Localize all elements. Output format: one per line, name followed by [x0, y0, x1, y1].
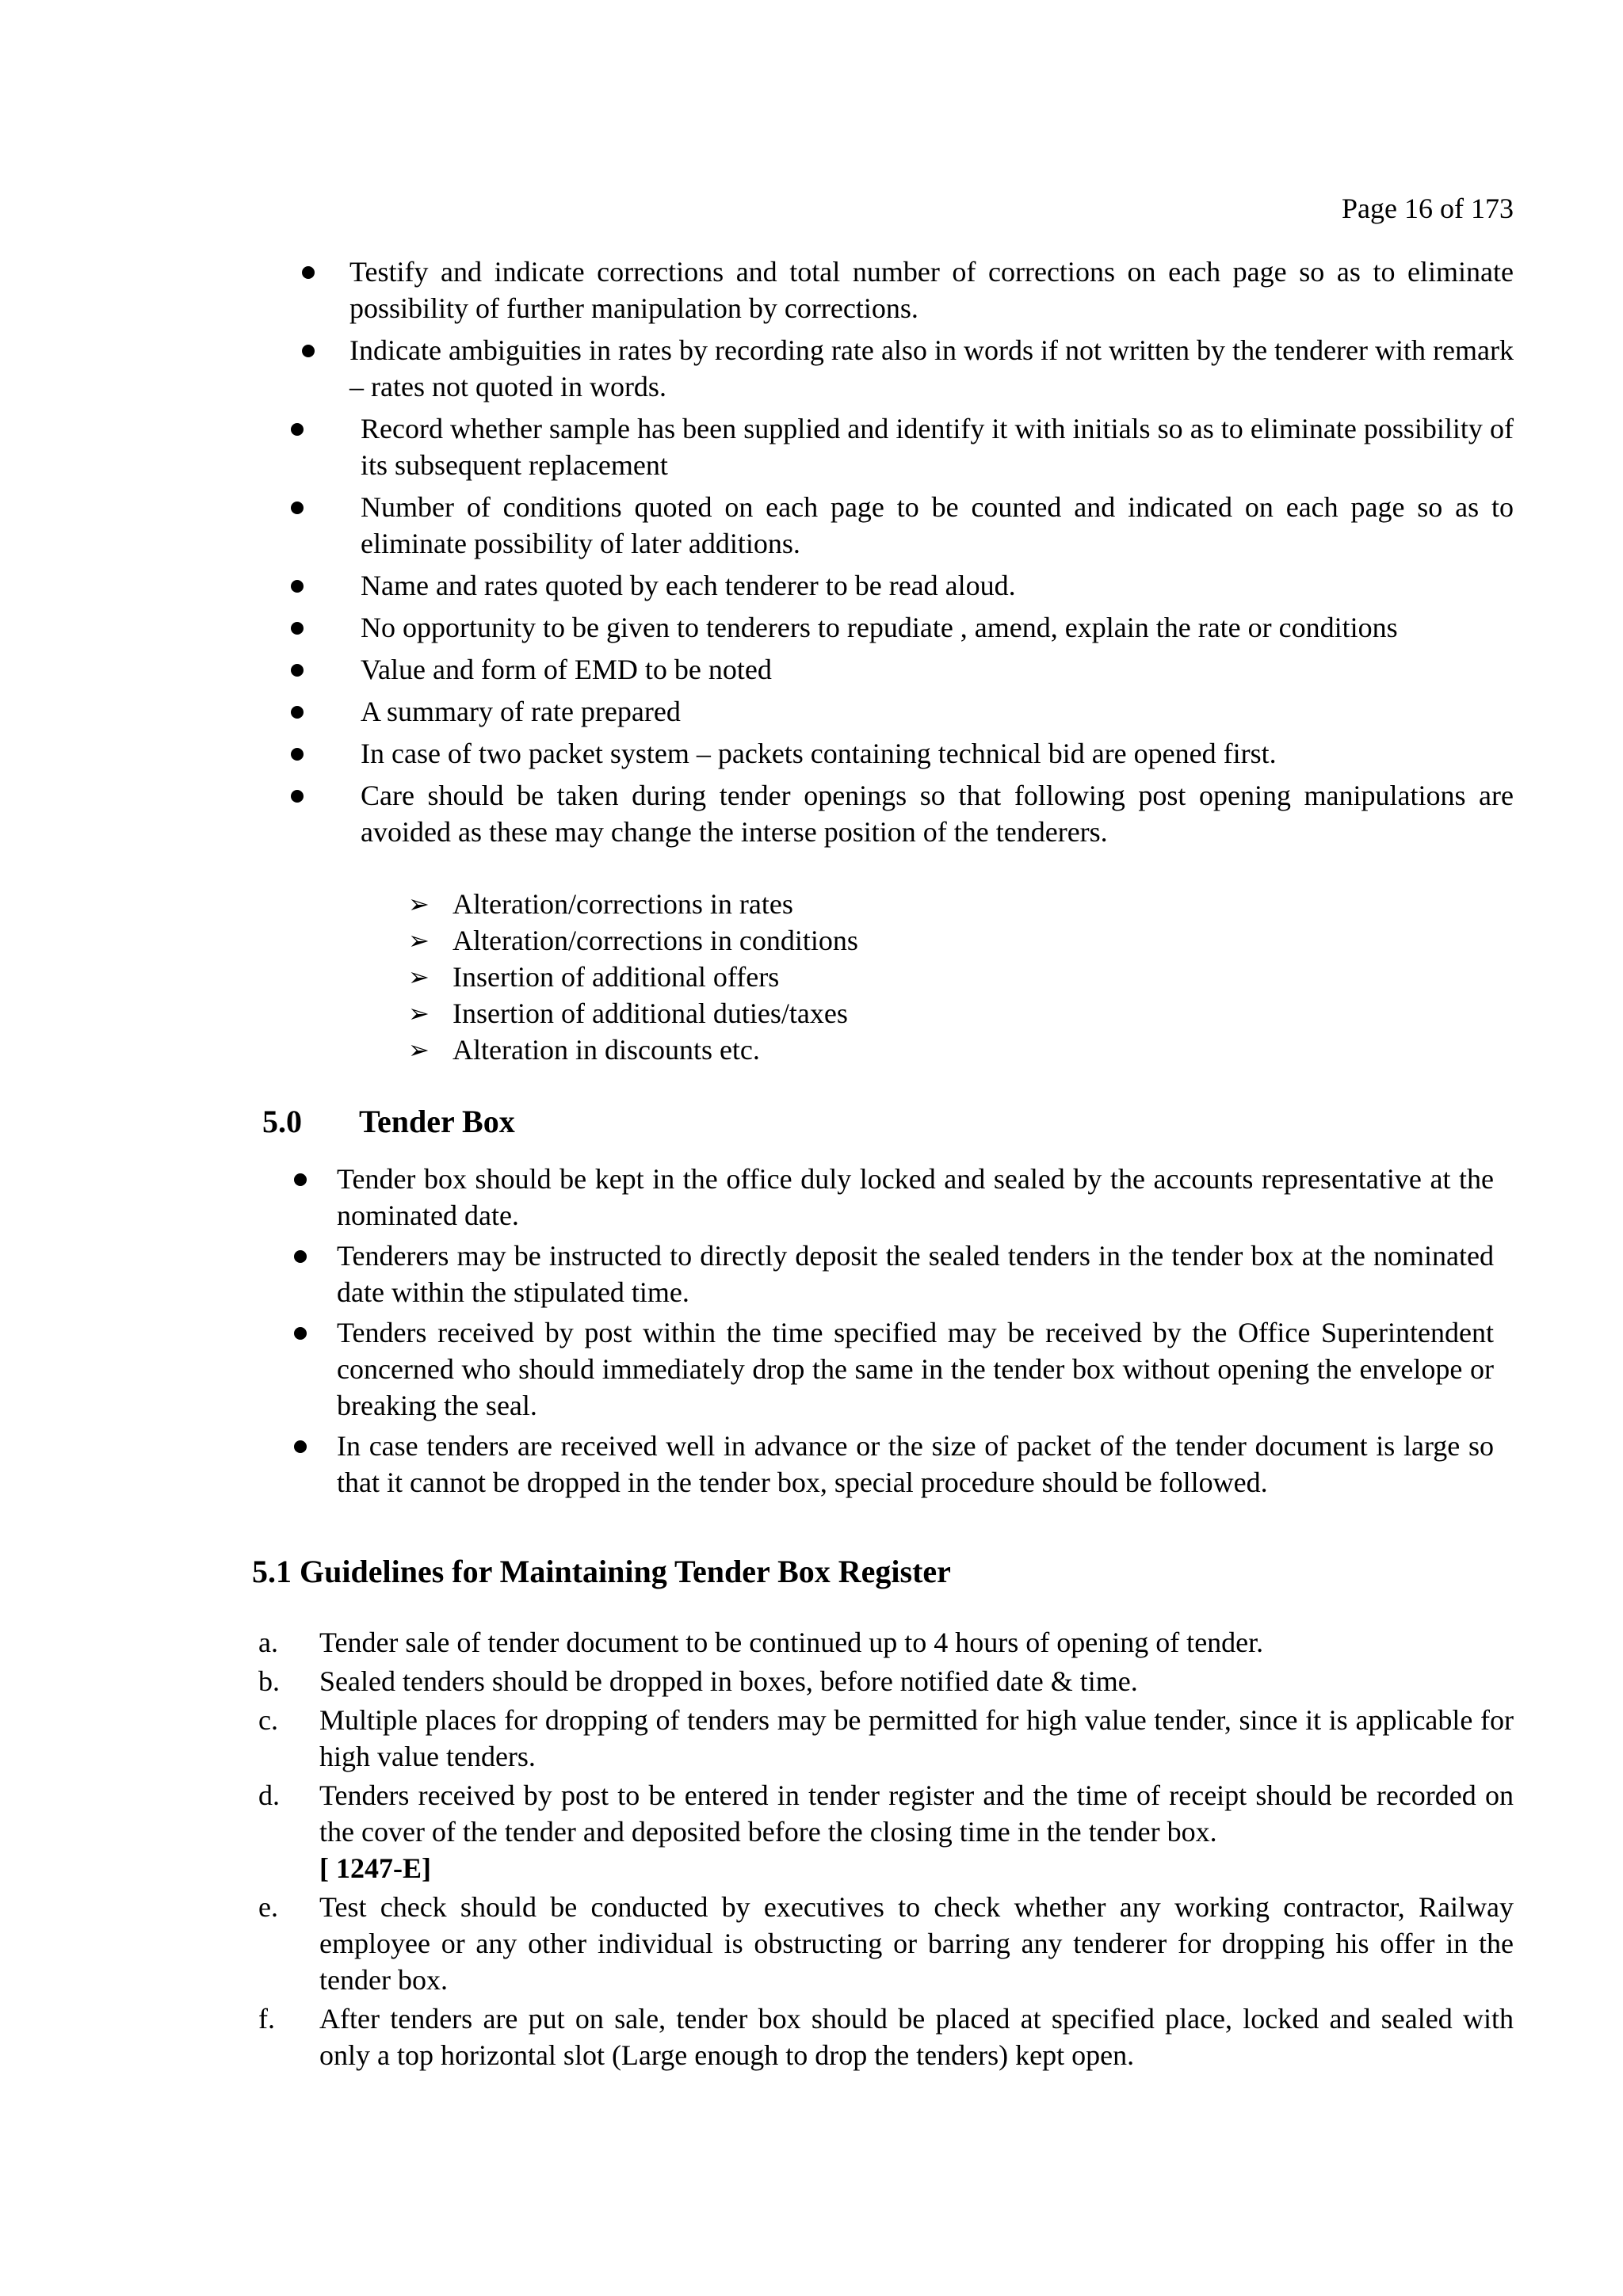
bullet-icon [291, 748, 304, 761]
item-letter: c. [258, 1704, 278, 1736]
sub-list-item-text: Insertion of additional offers [453, 961, 780, 993]
bullet-icon [291, 664, 304, 677]
guidelines-list [258, 1624, 1514, 2076]
list-item-text: Name and rates quoted by each tenderer to be read aloud. [361, 570, 1016, 601]
list-item [349, 254, 1514, 326]
arrow-bullet-icon: ➢ [408, 1035, 430, 1065]
list-item-text: In case of two packet system – packets containing technical bid are opened first. [361, 738, 1277, 769]
list-item [349, 567, 1514, 604]
bullet-icon [291, 622, 304, 635]
tender-opening-list [349, 254, 1514, 856]
arrow-bullet-icon: ➢ [408, 998, 430, 1028]
tender-box-list [337, 1161, 1494, 1505]
guideline-text: Multiple places for dropping of tenders may be permitted for high value tender, since it is applicable for high value tenders. [319, 1704, 1514, 1772]
list-item-text: Care should be taken during tender openings so that following post opening manipulations are avoided as these may change the interse position of the tenderers. [361, 780, 1514, 848]
bullet-icon [302, 345, 315, 357]
list-item-text: Number of conditions quoted on each page to be counted and indicated on each page so as to eliminate possibility of later additions. [361, 491, 1514, 559]
list-item-text: A summary of rate prepared [361, 696, 681, 727]
section-heading-tender-box [262, 1103, 515, 1140]
guideline-text: Tenders received by post to be entered in tender register and the time of receipt should be recorded on the cover of the tender and deposited before the closing time in the tender box. [319, 1779, 1514, 1848]
bullet-icon [291, 790, 304, 803]
list-item [349, 410, 1514, 483]
section-number: 5.0 [262, 1104, 302, 1139]
sub-list-item-text: Insertion of additional duties/taxes [453, 997, 848, 1029]
guideline-item [258, 2000, 1514, 2073]
list-item [349, 693, 1514, 730]
arrow-bullet-icon: ➢ [408, 925, 430, 955]
item-letter: d. [258, 1779, 280, 1811]
bullet-icon [294, 1250, 307, 1263]
list-item-text: No opportunity to be given to tenderers to repudiate , amend, explain the rate or conditions [361, 612, 1398, 643]
sub-list-item-text: Alteration in discounts etc. [453, 1034, 760, 1066]
sub-list-item-text: Alteration/corrections in rates [453, 888, 793, 920]
bullet-icon [291, 423, 304, 436]
bullet-icon [291, 502, 304, 514]
sub-list-item [408, 922, 1483, 959]
sub-list-item-text: Alteration/corrections in conditions [453, 925, 858, 956]
list-item-text: Tender box should be kept in the office duly locked and sealed by the accounts representative at the nominated date. [337, 1163, 1494, 1231]
list-item [349, 651, 1514, 688]
guideline-text: Test check should be conducted by executives to check whether any working contractor, Railway employee or any other individual is obstructing or barring any tenderer for dropping his offer in the tender box. [319, 1891, 1514, 1996]
guideline-item [258, 1663, 1514, 1699]
sub-list-item [408, 959, 1483, 995]
bullet-icon [291, 706, 304, 719]
item-letter: a. [258, 1627, 278, 1658]
list-item [349, 489, 1514, 562]
guideline-text: Sealed tenders should be dropped in boxes, before notified date & time. [319, 1665, 1138, 1697]
guideline-text: After tenders are put on sale, tender box should be placed at specified place, locked and sealed with only a top horizontal slot (Large enough to drop the tenders) kept open. [319, 2003, 1514, 2071]
list-item-text: Tenders received by post within the time specified may be received by the Office Superintendent concerned who should immediately drop the same in the tender box without opening the envelope or breaking the seal. [337, 1317, 1494, 1421]
item-letter: b. [258, 1665, 280, 1697]
list-item [337, 1161, 1494, 1234]
list-item-text: Record whether sample has been supplied and identify it with initials so as to eliminate possibility of its subsequent replacement [361, 413, 1514, 481]
bullet-icon [291, 580, 304, 593]
guideline-item [258, 1624, 1514, 1661]
bullet-icon [294, 1327, 307, 1340]
list-item [349, 735, 1514, 772]
list-item [349, 332, 1514, 405]
list-item-text: Value and form of EMD to be noted [361, 654, 772, 685]
list-item [337, 1314, 1494, 1424]
list-item-text: Tenderers may be instructed to directly deposit the sealed tenders in the tender box at the nominated date within the stipulated time. [337, 1240, 1494, 1308]
guideline-item [258, 1889, 1514, 1998]
guideline-item [258, 1702, 1514, 1775]
arrow-bullet-icon: ➢ [408, 962, 430, 992]
sub-list-item [408, 995, 1483, 1032]
bullet-icon [302, 266, 315, 279]
page-number: Page 16 of 173 [1342, 193, 1514, 224]
section-title: Tender Box [359, 1104, 515, 1139]
list-item [337, 1428, 1494, 1501]
list-item [349, 777, 1514, 850]
list-item [349, 609, 1514, 646]
manipulation-list [408, 886, 1483, 1068]
bullet-icon [294, 1440, 307, 1453]
list-item-text: In case tenders are received well in advance or the size of packet of the tender document is large so that it cannot be dropped in the tender box, special procedure should be followed. [337, 1430, 1494, 1498]
sub-list-item [408, 1032, 1483, 1068]
arrow-bullet-icon: ➢ [408, 889, 430, 919]
list-item-text: Testify and indicate corrections and total number of corrections on each page so as to eliminate possibility of further manipulation by corrections. [349, 256, 1514, 324]
item-letter: e. [258, 1891, 278, 1923]
section-heading-guidelines: 5.1 Guidelines for Maintaining Tender Box Register [252, 1554, 951, 1589]
guideline-item [258, 1777, 1514, 1886]
rule-reference: [ 1247-E] [319, 1852, 431, 1884]
bullet-icon [294, 1173, 307, 1186]
list-item-text: Indicate ambiguities in rates by recording rate also in words if not written by the tenderer with remark – rates not quoted in words. [349, 334, 1514, 402]
guideline-text: Tender sale of tender document to be continued up to 4 hours of opening of tender. [319, 1627, 1264, 1658]
list-item [337, 1238, 1494, 1310]
sub-list-item [408, 886, 1483, 922]
item-letter: f. [258, 2003, 275, 2035]
